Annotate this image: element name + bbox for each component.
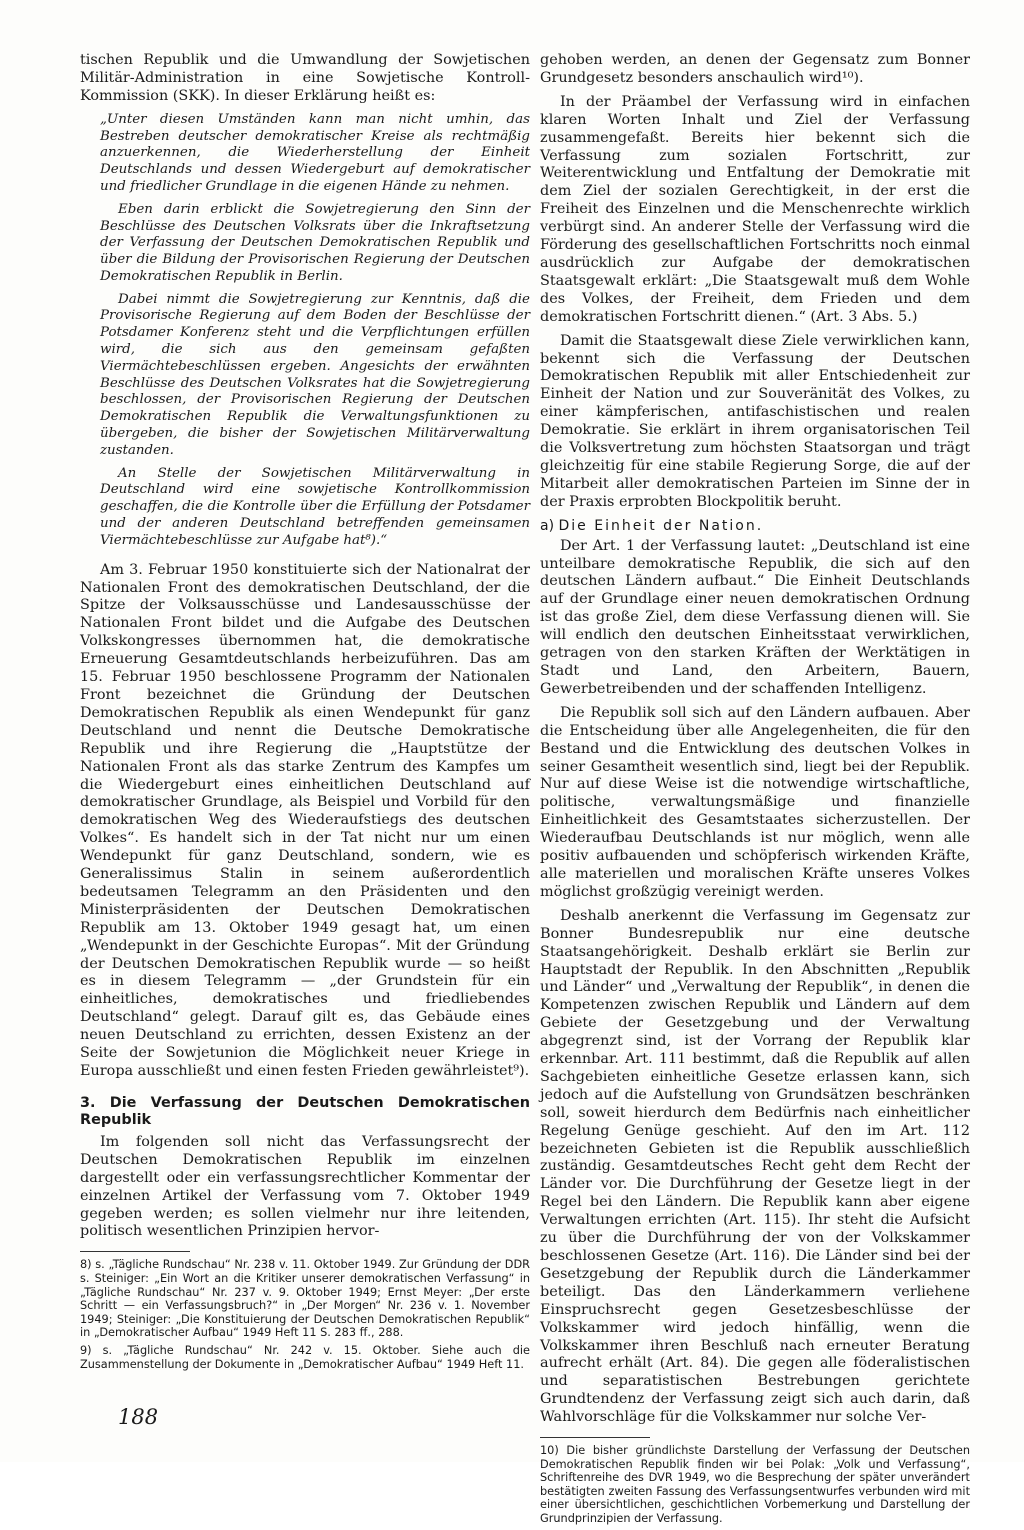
continuation-paragraph: gehoben werden, an denen der Gegensatz zum Bonner Grundgesetz besonders anschaulich wird¹⁰). (540, 52, 970, 86)
quote-paragraph: An Stelle der Sowjetischen Militärverwaltung in Deutschland wird eine sowjetische Kontrollkommission geschaffen, die die Kontrolle über die Erfüllung der Potsdamer und der anderen Deutschland betreffenden gemeinsamen Viermächtebeschlüsse zur Aufgabe hat⁸).“ (100, 465, 530, 548)
quote-paragraph: Eben darin erblickt die Sowjetregierung den Sinn der Beschlüsse des Deutschen Volksrats über die Inkraftsetzung der Verfassung der Deutschen Demokratischen Republik und über die Bildung der Provisorischen Regierung der Deutschen Demokratischen Republik in Berlin. (100, 201, 530, 284)
body-paragraph: Der Art. 1 der Verfassung lautet: „Deutschland ist eine unteilbare demokratische Republik, die sich auf den deutschen Ländern aufbaut.“ Die Einheit Deutschlands auf der Grundlage einer neuen demokratischen Ordnung ist das große Ziel, dem diese Verfassung dienen will. Sie will endlich den deutschen Einheitsstaat verwirklichen, getragen von den starken Kräften der Werktätigen in Stadt und Land, den Arbeitern, Bauern, Gewerbetreibenden und der schaffenden Intelligenz. (540, 537, 970, 697)
body-paragraph: Im folgenden soll nicht das Verfassungsrecht der Deutschen Demokratischen Republik im einzelnen dargestellt oder ein verfassungsrechtlicher Kommentar der einzelnen Artikel der Verfassung vom 7. Oktober 1949 gegeben werden; es sollen vielmehr nur ihre leitenden, politisch wesentlichen Prinzipien hervor- (80, 1133, 530, 1240)
body-paragraph: Die Republik soll sich auf den Ländern aufbauen. Aber die Entscheidung über alle Angelegenheiten, die für den Bestand und die Entwicklung des deutschen Volkes in seiner Gesamtheit wesentlich sind, liegt bei der Republik. Nur auf diese Weise ist die notwendige wirtschaftliche, politische, verwaltungsmäßige und finanzielle Einheitlichkeit des Gesamtstaates sicherzustellen. Der Wiederaufbau Deutschlands ist nur möglich, wenn alle positiv aufbauenden und schöpferisch wirkenden Kräfte, alle materiellen und moralischen Kräfte unseres Volkes möglichst großzügig vereinigt werden. (540, 704, 970, 900)
footnote-divider (80, 1251, 190, 1252)
block-quote (100, 112, 530, 550)
body-paragraph: Deshalb anerkennt die Verfassung im Gegensatz zur Bonner Bundesrepublik nur eine deutsche Staatsangehörigkeit. Deshalb erklärt sie Berlin zur Hauptstadt der Republik. In den Abschnitten „Republik und Länder“ und „Verwaltung der Republik“, in denen die Kompetenzen zwischen Republik und Ländern auf dem Gebiete der Gesetzgebung und der Verwaltung abgegrenzt sind, ist der Vorrang der Republik klar erkennbar. Art. 111 bestimmt, daß die Republik auf allen Sachgebieten einheitliche Gesetze erlassen kann, sich jedoch auf die Aufstellung von Grundsätzen beschränken soll, soweit hierdurch dem Bedürfnis nach einheitlicher Regelung Genüge geschieht. Auf den im Art. 112 bezeichneten Gebieten ist die Republik ausschließlich zuständig. Gesamtdeutsches Recht geht dem Recht der Länder vor. Die Durchführung der Gesetze liegt in der Regel bei den Ländern. Die Republik kann aber eigene Verwaltungen errichten (Art. 115). Ihr steht die Aufsicht zu über die Durchführung der von der Volkskammer beschlossenen Gesetze (Art. 116). Die Länder sind bei der Gesetzgebung der Republik durch die Länderkammer beteiligt. Das den Länderkammern verliehene Einspruchsrecht gegen Gesetzesbeschlüsse der Volkskammer wird jedoch hinfällig, wenn die Volkskammer ihren Beschluß nach erneuter Beratung aufrecht erhält (Art. 84). Die gegen alle föderalistischen und separatistischen Bestrebungen gerichtete Grundtendenz der Verfassung zeigt sich auch darin, daß Wahlvorschläge für die Volkskammer nur solche Ver- (540, 907, 970, 1426)
left-column (80, 52, 530, 1375)
footnote: 10) Die bisher gründlichste Darstellung der Verfassung der Deutschen Demokratischen Republik finden wir bei Polak: „Volk und Verfassung“, Schriftenreihe des DVR 1949, wo die Besprechung der später unverändert bestätigten zweiten Fassung des Verfassungsentwurfes verbunden wird mit einer übersichtlichen, geschichtlichen Vorbemerkung und Darstellung der Grundprinzipien der Verfassung. (540, 1444, 970, 1526)
right-column (540, 52, 970, 1530)
sub-heading-prefix: a) (540, 517, 559, 534)
quote-paragraph: „Unter diesen Umständen kann man nicht umhin, das Bestreben deutscher demokratischer Kreise als rechtmäßig anzuerkennen, die Wiederherstellung der Einheit Deutschlands und dessen Wiedergeburt auf demokratischer und friedlicher Grundlage in die eigenen Hände zu nehmen. (100, 111, 530, 194)
sub-heading (540, 518, 970, 534)
intro-paragraph: tischen Republik und die Umwandlung der Sowjetischen Militär-Administration in eine Sowjetische Kontroll-Kommission (SKK). In dieser Erklärung heißt es: (80, 52, 530, 104)
body-paragraph: Damit die Staatsgewalt diese Ziele verwirklichen kann, bekennt sich die Verfassung der Deutschen Demokratischen Republik mit aller Entschiedenheit zur Einheit der Nation und zur Souveränität des Volkes, zu einer kämpferischen, antifaschistischen und realen Demokratie. Sie erklärt in ihrem organisatorischen Teil die Volksvertretung zum höchsten Staatsorgan und trägt gleichzeitig für eine stabile Regierung Sorge, die auf der Mitarbeit aller demokratischen Parteien im Sinne der in der Praxis erprobten Blockpolitik beruht. (540, 332, 970, 510)
quote-paragraph: Dabei nimmt die Sowjetregierung zur Kenntnis, daß die Provisorische Regierung auf dem Boden der Beschlüsse der Potsdamer Konferenz steht und die Verpflichtungen erfüllen wird, die sich aus den gemeinsam gefaßten Viermächtebeschlüssen ergeben. Angesichts der erwähnten Beschlüsse des Deutschen Volksrates hat die Sowjetregierung beschlossen, der Provisorischen Regierung der Deutschen Demokratischen Republik die Verwaltungsfunktionen zu übergeben, die bisher der Sowjetischen Militärverwaltung zustanden. (100, 291, 530, 458)
body-paragraph: In der Präambel der Verfassung wird in einfachen klaren Worten Inhalt und Ziel der Verfassung zusammengefaßt. Bereits hier bekennt sich die Verfassung zum sozialen Fortschritt, zur Weiterentwicklung und Entfaltung der Demokratie mit dem Ziel der sozialen Gerechtigkeit, in der erst die Freiheit des Einzelnen und die Menschenrechte wirklich verbürgt sind. An anderer Stelle der Verfassung wird die Förderung des gesellschaftlichen Fortschritts noch einmal ausdrücklich zur Aufgabe der demokratischen Staatsgewalt erklärt: „Die Staatsgewalt muß dem Wohle des Volkes, der Freiheit, dem Frieden und dem demokratischen Fortschritt dienen.“ (Art. 3 Abs. 5.) (540, 93, 970, 325)
sub-heading-text: Die Einheit der Nation. (558, 517, 764, 534)
footnote: 9) s. „Tägliche Rundschau“ Nr. 242 v. 15. Oktober. Siehe auch die Zusammenstellung der Dokumente in „Demokratischer Aufbau“ 1949 Heft 11. (80, 1343, 530, 1371)
footnote: 8) s. „Tägliche Rundschau“ Nr. 238 v. 11. Oktober 1949. Zur Gründung der DDR s. Steiniger: „Ein Wort an die Kritiker unserer demokratischen Verfassung“ in „Tägliche Rundschau“ Nr. 237 v. 9. Oktober 1949; Ernst Meyer: „Der erste Schritt — ein Verfassungsbruch?“ in „Der Morgen“ Nr. 236 v. 1. November 1949; Steiniger: „Die Konstituierung der Deutschen Demokratischen Republik“ in „Demokratischer Aufbau“ 1949 Heft 11 S. 283 ff., 288. (80, 1258, 530, 1340)
page-number: 188 (118, 1405, 159, 1429)
section-heading: 3. Die Verfassung der Deutschen Demokratischen Republik (80, 1094, 530, 1129)
footnote-divider (540, 1437, 650, 1438)
body-paragraph: Am 3. Februar 1950 konstituierte sich der Nationalrat der Nationalen Front des demokratischen Deutschland, der die Spitze der Volksausschüsse und Landesausschüsse der Nationalen Front bildet und die Aufgabe des Deutschen Volkskongresses übernommen hat, die demokratische Erneuerung Gesamtdeutschlands herbeizuführen. Das am 15. Februar 1950 beschlossene Programm der Nationalen Front bezeichnet die Gründung der Deutschen Demokratischen Republik als einen Wendepunkt für ganz Deutschland und nennt die Deutsche Demokratische Republik und ihre Regierung die „Hauptstütze der Nationalen Front als das starke Zentrum des Kampfes um die Wiedergeburt eines einheitlichen Deutschland auf demokratischer Grundlage, als Beispiel und Vorbild für den demokratischen Weg des Wiederaufstiegs des deutschen Volkes“. Es handelt sich in der Tat nicht nur um einen Wendepunkt für ganz Deutschland, sondern, wie es Generalissimus Stalin in seinem außerordentlich bedeutsamen Telegramm an den Präsidenten und den Ministerpräsidenten der Deutschen Demokratischen Republik am 13. Oktober 1949 gesagt hat, um einen „Wendepunkt in der Geschichte Europas“. Mit der Gründung der Deutschen Demokratischen Republik wurde — so heißt es in diesem Telegramm — „der Grundstein für ein einheitliches, demokratisches und friedliebendes Deutschland“ gelegt. Darauf gilt es, das Gebäude eines neuen Deutschland zu errichten, dessen Existenz an der Seite der Sowjetunion die Möglichkeit neuer Kriege in Europa ausschließt und einen festen Frieden gewährleistet⁹). (80, 561, 530, 1080)
